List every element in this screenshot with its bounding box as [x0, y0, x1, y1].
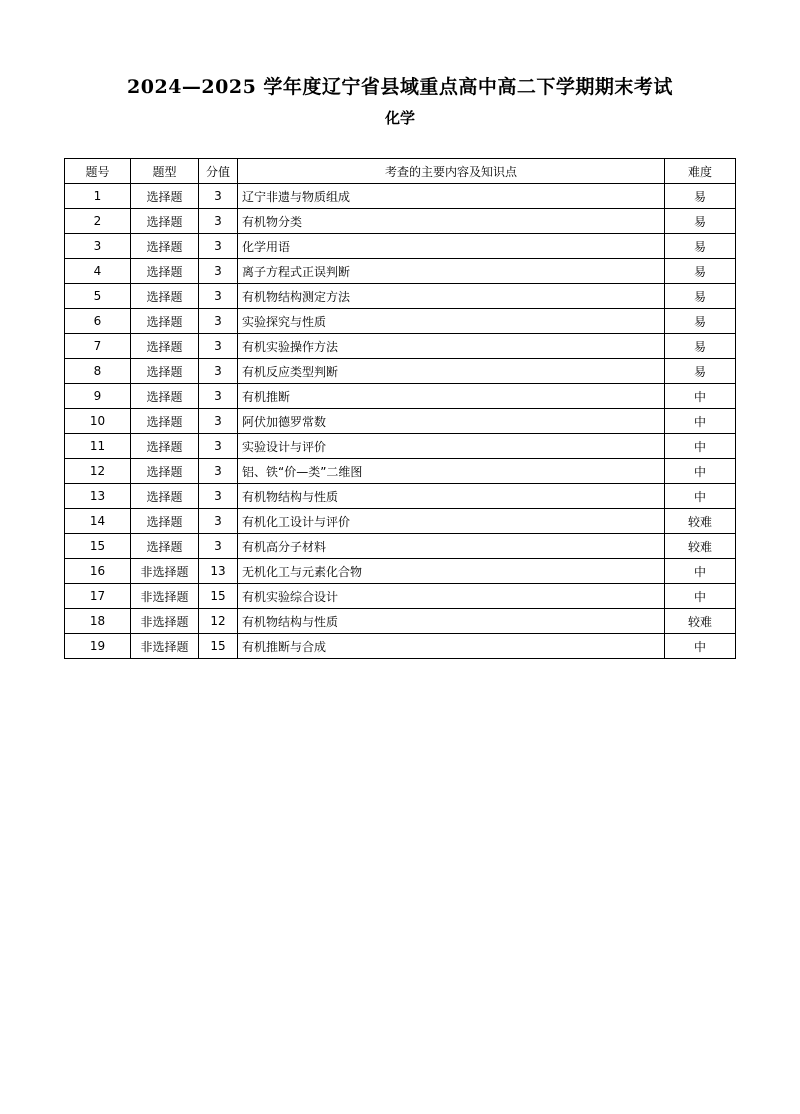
- cell-question-type: 选择题: [131, 459, 199, 484]
- table-row: [65, 509, 736, 534]
- cell-question-type: 选择题: [131, 434, 199, 459]
- cell-question-number: 1: [65, 184, 131, 209]
- cell-question-type: 非选择题: [131, 584, 199, 609]
- cell-question-number: 14: [65, 509, 131, 534]
- cell-question-type: 非选择题: [131, 609, 199, 634]
- header-question-type: 题型: [131, 159, 199, 184]
- cell-question-number: 16: [65, 559, 131, 584]
- cell-score: 3: [199, 534, 238, 559]
- cell-question-number: 3: [65, 234, 131, 259]
- cell-content: 有机推断与合成: [238, 634, 665, 659]
- table-header: [65, 159, 736, 184]
- table-row: [65, 234, 736, 259]
- table-row: [65, 209, 736, 234]
- table-row: [65, 359, 736, 384]
- cell-difficulty: 较难: [665, 534, 736, 559]
- table-row: [65, 634, 736, 659]
- cell-difficulty: 中: [665, 434, 736, 459]
- cell-score: 3: [199, 309, 238, 334]
- cell-score: 3: [199, 234, 238, 259]
- cell-score: 3: [199, 434, 238, 459]
- cell-question-number: 4: [65, 259, 131, 284]
- cell-question-type: 选择题: [131, 509, 199, 534]
- cell-score: 3: [199, 459, 238, 484]
- cell-difficulty: 易: [665, 284, 736, 309]
- cell-question-type: 非选择题: [131, 634, 199, 659]
- cell-question-number: 8: [65, 359, 131, 384]
- cell-question-number: 12: [65, 459, 131, 484]
- cell-difficulty: 中: [665, 459, 736, 484]
- cell-content: 有机物结构与性质: [238, 609, 665, 634]
- cell-question-type: 非选择题: [131, 559, 199, 584]
- cell-score: 3: [199, 259, 238, 284]
- table-row: [65, 434, 736, 459]
- cell-question-type: 选择题: [131, 409, 199, 434]
- cell-question-number: 6: [65, 309, 131, 334]
- cell-question-number: 5: [65, 284, 131, 309]
- cell-question-type: 选择题: [131, 534, 199, 559]
- cell-content: 有机高分子材料: [238, 534, 665, 559]
- cell-question-number: 2: [65, 209, 131, 234]
- cell-content: 无机化工与元素化合物: [238, 559, 665, 584]
- cell-content: 有机实验综合设计: [238, 584, 665, 609]
- exam-analysis-table: [64, 158, 736, 659]
- table-body: [65, 184, 736, 659]
- cell-score: 12: [199, 609, 238, 634]
- document-title: 2024—2025 学年度辽宁省县域重点高中高二下学期期末考试: [127, 76, 673, 98]
- header-difficulty: 难度: [665, 159, 736, 184]
- header-content: 考查的主要内容及知识点: [238, 159, 665, 184]
- cell-score: 15: [199, 584, 238, 609]
- table-row: [65, 384, 736, 409]
- cell-question-type: 选择题: [131, 484, 199, 509]
- cell-content: 有机反应类型判断: [238, 359, 665, 384]
- cell-question-type: 选择题: [131, 234, 199, 259]
- cell-difficulty: 较难: [665, 509, 736, 534]
- cell-content: 有机推断: [238, 384, 665, 409]
- cell-score: 15: [199, 634, 238, 659]
- cell-content: 有机物分类: [238, 209, 665, 234]
- cell-question-number: 13: [65, 484, 131, 509]
- cell-content: 实验探究与性质: [238, 309, 665, 334]
- cell-question-type: 选择题: [131, 334, 199, 359]
- cell-question-number: 10: [65, 409, 131, 434]
- table-row: [65, 459, 736, 484]
- cell-content: 有机实验操作方法: [238, 334, 665, 359]
- cell-score: 3: [199, 359, 238, 384]
- cell-question-number: 11: [65, 434, 131, 459]
- cell-content: 有机化工设计与评价: [238, 509, 665, 534]
- subject-title: 化学: [384, 109, 415, 127]
- table-row: [65, 259, 736, 284]
- table-row: [65, 559, 736, 584]
- cell-question-number: 15: [65, 534, 131, 559]
- cell-difficulty: 中: [665, 409, 736, 434]
- table-row: [65, 534, 736, 559]
- cell-score: 3: [199, 284, 238, 309]
- cell-content: 离子方程式正误判断: [238, 259, 665, 284]
- cell-question-number: 18: [65, 609, 131, 634]
- cell-question-type: 选择题: [131, 359, 199, 384]
- cell-question-number: 9: [65, 384, 131, 409]
- cell-content: 辽宁非遗与物质组成: [238, 184, 665, 209]
- cell-difficulty: 中: [665, 584, 736, 609]
- table-row: [65, 309, 736, 334]
- table-row: [65, 334, 736, 359]
- cell-difficulty: 易: [665, 209, 736, 234]
- cell-question-number: 17: [65, 584, 131, 609]
- cell-question-type: 选择题: [131, 259, 199, 284]
- cell-question-number: 7: [65, 334, 131, 359]
- table-row: [65, 484, 736, 509]
- cell-score: 3: [199, 184, 238, 209]
- cell-score: 3: [199, 509, 238, 534]
- cell-score: 3: [199, 384, 238, 409]
- table-row: [65, 409, 736, 434]
- cell-score: 3: [199, 409, 238, 434]
- table-row: [65, 284, 736, 309]
- cell-difficulty: 中: [665, 559, 736, 584]
- cell-difficulty: 易: [665, 334, 736, 359]
- header-row: [65, 159, 736, 184]
- cell-difficulty: 中: [665, 634, 736, 659]
- header-score: 分值: [199, 159, 238, 184]
- cell-question-type: 选择题: [131, 284, 199, 309]
- cell-content: 实验设计与评价: [238, 434, 665, 459]
- table-row: [65, 584, 736, 609]
- cell-difficulty: 易: [665, 309, 736, 334]
- cell-difficulty: 易: [665, 184, 736, 209]
- cell-score: 3: [199, 334, 238, 359]
- cell-question-number: 19: [65, 634, 131, 659]
- cell-difficulty: 易: [665, 359, 736, 384]
- cell-question-type: 选择题: [131, 209, 199, 234]
- table-row: [65, 609, 736, 634]
- cell-difficulty: 易: [665, 234, 736, 259]
- header-question-number: 题号: [65, 159, 131, 184]
- cell-question-type: 选择题: [131, 184, 199, 209]
- cell-difficulty: 易: [665, 259, 736, 284]
- table-row: [65, 184, 736, 209]
- cell-content: 有机物结构与性质: [238, 484, 665, 509]
- cell-difficulty: 较难: [665, 609, 736, 634]
- cell-score: 3: [199, 484, 238, 509]
- cell-content: 铝、铁“价—类”二维图: [238, 459, 665, 484]
- cell-score: 3: [199, 209, 238, 234]
- cell-question-type: 选择题: [131, 384, 199, 409]
- cell-content: 阿伏加德罗常数: [238, 409, 665, 434]
- cell-content: 有机物结构测定方法: [238, 284, 665, 309]
- cell-question-type: 选择题: [131, 309, 199, 334]
- cell-content: 化学用语: [238, 234, 665, 259]
- cell-difficulty: 中: [665, 484, 736, 509]
- cell-difficulty: 中: [665, 384, 736, 409]
- cell-score: 13: [199, 559, 238, 584]
